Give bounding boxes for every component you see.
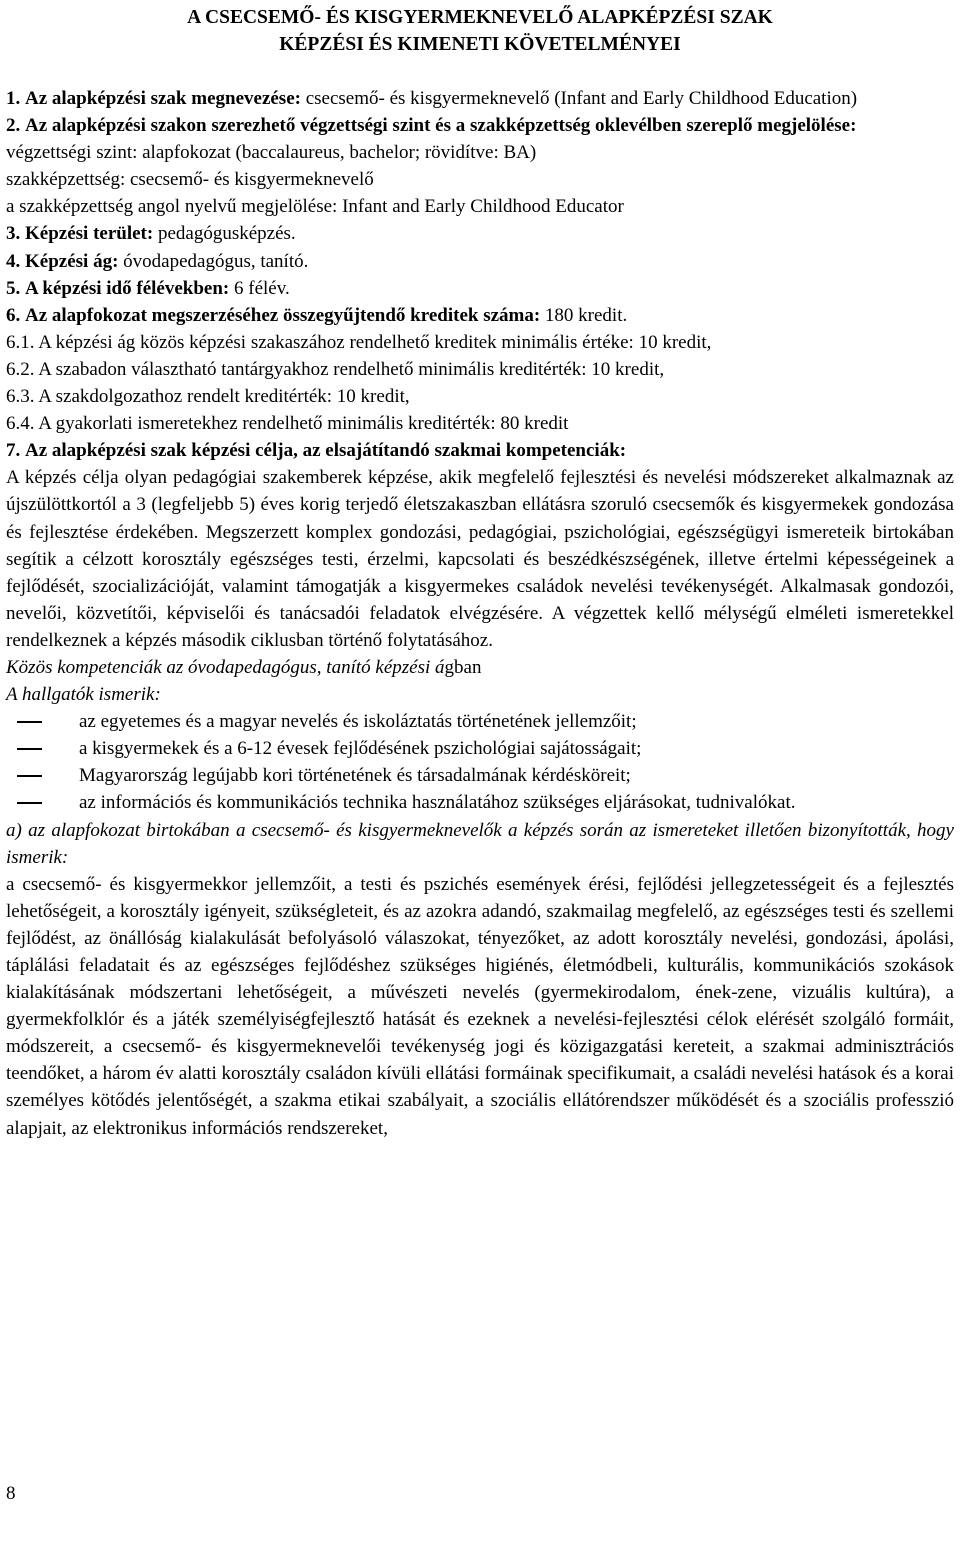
list-item (6, 789, 954, 816)
section-number: 2. (6, 115, 21, 137)
section-text: csecsemő- és kisgyermeknevelő (Infant and Early Childhood Education) (305, 88, 858, 109)
credit-line-6-2: 6.2. A szabadon választható tantárgyakhoz rendelhető minimális kreditérték: 10 kredit, (6, 358, 665, 380)
english-name-line: a szakképzettség angol nyelvű megjelölése: Infant and Early Childhood Educator (6, 196, 624, 218)
section-number: 5. (6, 277, 21, 299)
common-competencies-heading (6, 654, 954, 681)
knowledge-list (6, 708, 954, 816)
section-label: Az alapképzési szak megnevezése: (25, 88, 301, 109)
section-number: 3. (6, 223, 21, 245)
section-label: A képzési idő félévekben: (25, 277, 230, 299)
subsection-a-heading: a) az alapfokozat birtokában a csecsemő- és kisgyermeknevelők a képzés során az ismereteket illetően bizonyították, hogy ismerik: (6, 819, 954, 868)
section-4 (6, 248, 954, 275)
dash-bullet-icon (17, 775, 42, 776)
dash-bullet-icon (17, 721, 42, 722)
section-text: óvodapedagógus, tanító. (123, 250, 309, 272)
section-5 (6, 275, 954, 302)
list-item (6, 735, 954, 762)
document-title (0, 0, 960, 58)
section-6 (6, 302, 954, 329)
section-text: 180 kredit. (544, 304, 628, 326)
document-body (6, 85, 954, 1142)
section-2 (6, 112, 954, 139)
credit-line-6-3: 6.3. A szakdolgozathoz rendelt kreditérték: 10 kredit, (6, 386, 410, 408)
section-label: Az alapképzési szak képzési célja, az elsajátítandó szakmai kompetenciák: (25, 440, 627, 462)
dash-bullet-icon (17, 748, 42, 749)
section-number: 7. (6, 440, 21, 462)
section-3 (6, 220, 954, 247)
list-item-text: az egyetemes és a magyar nevelés és iskoláztatás történetének jellemzőit; (79, 711, 637, 733)
common-competencies-tail: gban (444, 656, 482, 678)
students-know-heading: A hallgatók ismerik: (6, 684, 161, 706)
section-label: Az alapfokozat megszerzéséhez összegyűjtendő kreditek száma: (25, 304, 541, 326)
common-competencies-italic: Közös kompetenciák az óvodapedagógus, tanító képzési á (6, 656, 445, 678)
section-text: 6 félév. (234, 277, 290, 299)
section-number: 6. (6, 304, 21, 326)
section-number: 1. (6, 88, 21, 109)
title-line-1: A CSECSEMŐ- ÉS KISGYERMEKNEVELŐ ALAPKÉPZÉSI SZAK (187, 7, 773, 28)
title-line-2: KÉPZÉSI ÉS KIMENETI KÖVETELMÉNYEI (279, 34, 681, 55)
section-text: pedagógusképzés. (157, 223, 296, 245)
dash-bullet-icon (17, 802, 42, 803)
section-number: 4. (6, 250, 21, 272)
qualification-line: szakképzettség: csecsemő- és kisgyermeknevelő (6, 169, 374, 191)
list-item-text: Magyarország legújabb kori történetének és társadalmának kérdésköreit; (79, 765, 631, 787)
credit-line-6-4: 6.4. A gyakorlati ismeretekhez rendelhető minimális kreditérték: 80 kredit (6, 413, 569, 435)
list-item (6, 762, 954, 789)
section-label: Az alapképzési szakon szerezhető végzettségi szint és a szakképzettség oklevélben szereplő megjelölése: (25, 115, 857, 137)
training-goal-paragraph: A képzés célja olyan pedagógiai szakemberek képzése, akik megfelelő fejlesztési és nevelési módszereket alkalmaznak az újszülöttkortól a 3 (legfeljebb 5) éves korig terjedő életszakaszban ellátásra szoruló csecsemők és kisgyermekek gondozása és fejlesztése érdekében. Megszerzett komplex gondozási, pedagógiai, pszichológiai, egészségügyi ismereteik birtokában segítik a célzott korosztály egészséges testi, érzelmi, kapcsolati és beszédkészségének, illetve értelmi képességeinek a fejlődését, szocializációját, valamint támogatják a kisgyermekes családok nevelési tevékenységét. Alkalmasak gondozói, nevelői, közvetítői, képviselői és tanácsadói feladatok elvégzésére. A végzettek kellő mélységű elméleti ismeretekkel rendelkeznek a képzés második ciklusban történő folytatásához. (6, 467, 954, 651)
subsection-a-paragraph: a csecsemő- és kisgyermekkor jellemzőit, a testi és pszichés események érési, fejlődési jellegzetességeit és a fejlesztés lehetőségeit, a korosztály igényeit, szükségleteit, és az azokra adandó, szakmailag megfelelő, az egészséges testi és szellemi fejlődést, az önállóság kialakulását befolyásoló válaszokat, tényezőket, az adott korosztály nevelési, gondozási, ápolási, táplálási feladatait és az egészséges fejlődéshez szükséges higiénés, életmódbeli, kulturális, kommunikációs szokások kialakításának módszertani lehetőségeit, a művészeti nevelés (gyermekirodalom, ének-zene, vizuális kultúra), a gyermekfolklór és a játék személyiségfejlesztő hatását és ezeknek a nevelési-fejlesztési célok elérését szolgáló formáit, módszereit, a csecsemő- és kisgyermeknevelői tevékenység jogi és közigazgatási kereteit, a szakmai adminisztrációs teendőket, a három év alatti korosztály családon kívüli ellátási formáinak specifikumait, a családi nevelési hatások és a korai személyes kötődés jelentőségét, a szakma etikai szabályait, a szociális ellátórendszer működését és a szociális professzió alapjait, az elektronikus információs rendszereket, (6, 873, 954, 1139)
page-number: 8 (6, 1483, 16, 1504)
section-7 (6, 437, 954, 464)
section-label: Képzési ág: (25, 250, 119, 272)
section-1 (6, 85, 954, 112)
credit-line-6-1: 6.1. A képzési ág közös képzési szakaszához rendelhető kreditek minimális értéke: 10 kredit, (6, 331, 712, 353)
section-label: Képzési terület: (25, 223, 154, 245)
list-item-text: az információs és kommunikációs technika használatához szükséges eljárásokat, tudnivalókat. (79, 792, 796, 814)
degree-level-line: végzettségi szint: alapfokozat (baccalaureus, bachelor; rövidítve: BA) (6, 142, 537, 164)
list-item-text: a kisgyermekek és a 6-12 évesek fejlődésének pszichológiai sajátosságait; (79, 738, 642, 760)
list-item (6, 708, 954, 735)
